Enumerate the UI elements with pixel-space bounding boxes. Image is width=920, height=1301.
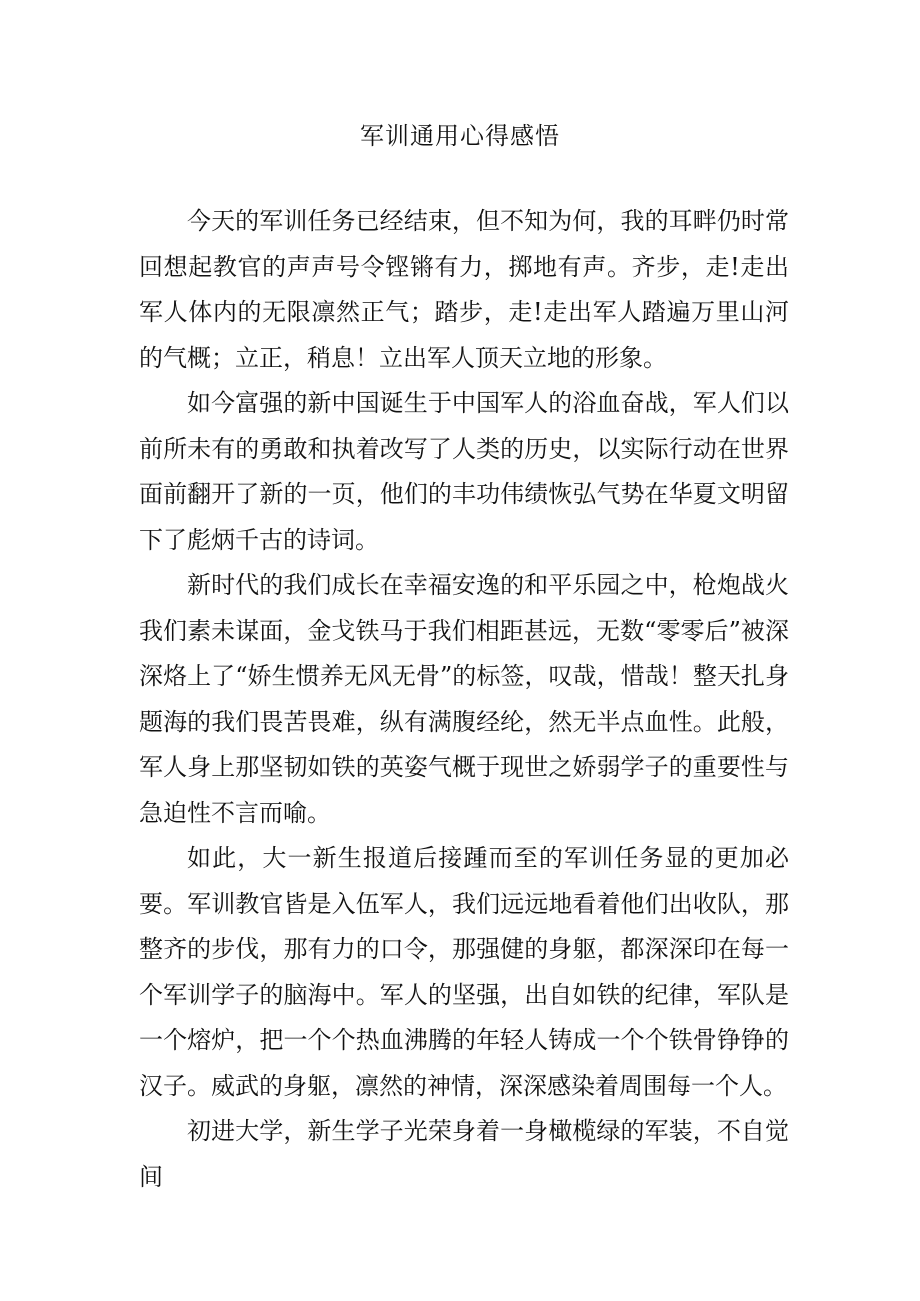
paragraph-1: 今天的军训任务已经结束，但不知为何，我的耳畔仍时常回想起教官的声声号令铿锵有力，掷地有声。齐步，走!走出军人体内的无限凛然正气；踏步，走!走出军人踏遍万里山河的气概；立正，稍息！立出军人顶天立地的形象。 (139, 207, 789, 372)
paragraph-2: 如今富强的新中国诞生于中国军人的浴血奋战，军人们以前所未有的勇敢和执着改写了人类的历史，以实际行动在世界面前翻开了新的一页，他们的丰功伟绩恢弘气势在华夏文明留下了彪炳千古的诗词。 (139, 389, 789, 554)
paragraph-3: 新时代的我们成长在幸福安逸的和平乐园之中，枪炮战火我们素未谋面，金戈铁马于我们相距甚远，无数“零零后”被深深烙上了“娇生惯养无风无骨”的标签，叹哉，惜哉！整天扎身题海的我们畏苦畏难，纵有满腹经纶，然无半点血性。此般，军人身上那坚韧如铁的英姿气概于现世之娇弱学子的重要性与急迫性不言而喻。 (139, 571, 789, 827)
paragraph-5: 初进大学，新生学子光荣身着一身橄榄绿的军装，不自觉间 (139, 1117, 789, 1191)
document-title: 军训通用心得感悟 (360, 122, 560, 150)
document-body (139, 199, 789, 1200)
paragraph-4: 如此，大一新生报道后接踵而至的军训任务显的更加必要。军训教官皆是入伍军人，我们远远地看着他们出收队，那整齐的步伐，那有力的口令，那强健的身躯，都深深印在每一个军训学子的脑海中。军人的坚强，出自如铁的纪律，军队是一个熔炉，把一个个热血沸腾的年轻人铸成一个个铁骨铮铮的汉子。威武的身躯，凛然的神情，深深感染着周围每一个人。 (139, 844, 789, 1100)
